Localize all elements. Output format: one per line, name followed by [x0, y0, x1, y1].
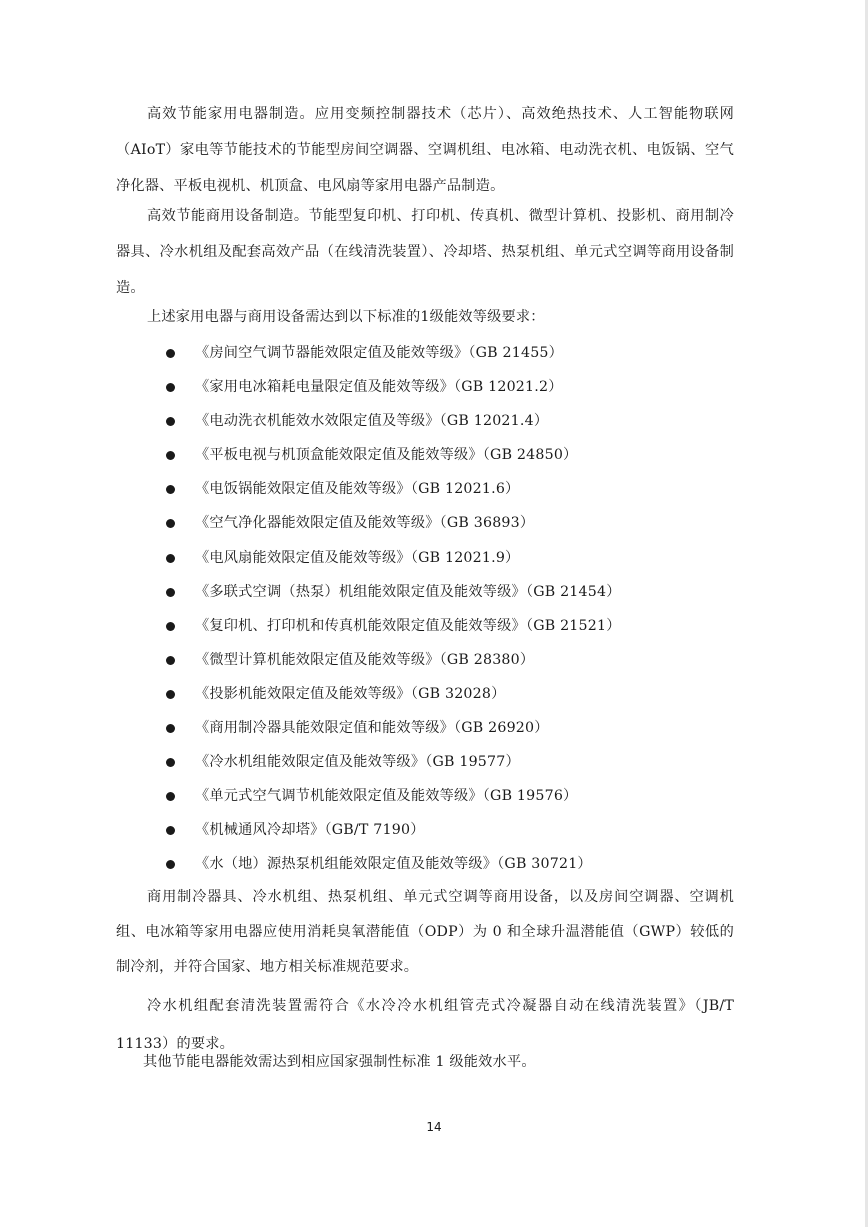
- page-number: 14: [426, 1120, 442, 1134]
- list-item: [0, 745, 868, 779]
- list-item: [0, 847, 868, 881]
- paragraph-refrigerant-requirements: 商用制冷器具、冷水机组、热泵机组、单元式空调等商用设备，以及房间空调器、空调机组、电冰箱等家用电器应使用消耗臭氧潜能值（ODP）为 0 和全球升温潜能值（GWP）较低的制冷剂，并符合国家、地方相关标准规范要求。: [116, 889, 734, 975]
- paragraph-cleaning-device: 冷水机组配套清洗装置需符合《水冷冷水机组管壳式冷凝器自动在线清洗装置》（JB/T 11133）的要求。: [116, 998, 734, 1052]
- standard-text: 《冷水机组能效限定值及能效等级》（GB 19577）: [195, 754, 520, 771]
- bullet-icon: [166, 622, 175, 631]
- bullet-icon: [166, 554, 175, 563]
- paragraph-other-appliances: 其他节能电器能效需达到相应国家强制性标准 1 级能效水平。: [143, 1054, 536, 1070]
- paragraph-commercial-equipment: 高效节能商用设备制造。节能型复印机、打印机、传真机、微型计算机、投影机、商用制冷器具、冷水机组及配套高效产品（在线清洗装置）、冷却塔、热泵机组、单元式空调等商用设备制造。: [116, 208, 734, 296]
- standard-text: 《电动洗衣机能效水效限定值及等级》（GB 12021.4）: [195, 413, 549, 430]
- list-item: [0, 506, 868, 540]
- list-item: [0, 336, 868, 370]
- list-item: [0, 472, 868, 506]
- list-item: [0, 404, 868, 438]
- standard-text: 《投影机能效限定值及能效等级》（GB 32028）: [195, 685, 506, 702]
- standards-list: [0, 336, 868, 882]
- standard-text: 《单元式空气调节机能效限定值及能效等级》（GB 19576）: [195, 788, 578, 805]
- list-item: [0, 677, 868, 711]
- list-item: [0, 813, 868, 847]
- standard-text: 《微型计算机能效限定值及能效等级》（GB 28380）: [195, 651, 535, 668]
- bullet-icon: [166, 826, 175, 835]
- bullet-icon: [166, 690, 175, 699]
- standard-text: 《平板电视与机顶盒能效限定值及能效等级》（GB 24850）: [195, 447, 578, 464]
- list-item: [0, 609, 868, 643]
- bullet-icon: [166, 588, 175, 597]
- standard-text: 《复印机、打印机和传真机能效限定值及能效等级》（GB 21521）: [195, 617, 621, 634]
- standard-text: 《机械通风冷却塔》（GB/T 7190）: [195, 822, 425, 839]
- bullet-icon: [166, 860, 175, 869]
- bullet-icon: [166, 383, 175, 392]
- bullet-icon: [166, 349, 175, 358]
- bullet-icon: [166, 451, 175, 460]
- bullet-icon: [166, 485, 175, 494]
- list-item: [0, 370, 868, 404]
- bullet-icon: [166, 724, 175, 733]
- bullet-icon: [166, 417, 175, 426]
- standard-text: 《多联式空调（热泵）机组能效限定值及能效等级》（GB 21454）: [195, 583, 621, 600]
- bullet-icon: [166, 758, 175, 767]
- paragraph-standards-intro: 上述家用电器与商用设备需达到以下标准的1级能效等级要求：: [147, 309, 545, 325]
- list-item: [0, 541, 868, 575]
- standard-text: 《电饭锅能效限定值及能效等级》（GB 12021.6）: [195, 481, 520, 498]
- bullet-icon: [166, 792, 175, 801]
- paragraph-household-appliances: 高效节能家用电器制造。应用变频控制器技术（芯片）、高效绝热技术、人工智能物联网（AIoT）家电等节能技术的节能型房间空调器、空调机组、电冰箱、电动洗衣机、电饭锅、空气净化器、平板电视机、机顶盒、电风扇等家用电器产品制造。: [116, 106, 734, 194]
- list-item: [0, 575, 868, 609]
- standard-text: 《家用电冰箱耗电量限定值及能效等级》（GB 12021.2）: [195, 379, 563, 396]
- standard-text: 《商用制冷器具能效限定值和能效等级》（GB 26920）: [195, 720, 549, 737]
- standard-text: 《空气净化器能效限定值及能效等级》（GB 36893）: [195, 515, 535, 532]
- list-item: [0, 779, 868, 813]
- list-item: [0, 438, 868, 472]
- standard-text: 《水（地）源热泵机组能效限定值及能效等级》（GB 30721）: [195, 856, 592, 873]
- list-item: [0, 643, 868, 677]
- bullet-icon: [166, 656, 175, 665]
- standard-text: 《电风扇能效限定值及能效等级》（GB 12021.9）: [195, 549, 520, 566]
- list-item: [0, 711, 868, 745]
- bullet-icon: [166, 519, 175, 528]
- standard-text: 《房间空气调节器能效限定值及能效等级》（GB 21455）: [195, 345, 564, 361]
